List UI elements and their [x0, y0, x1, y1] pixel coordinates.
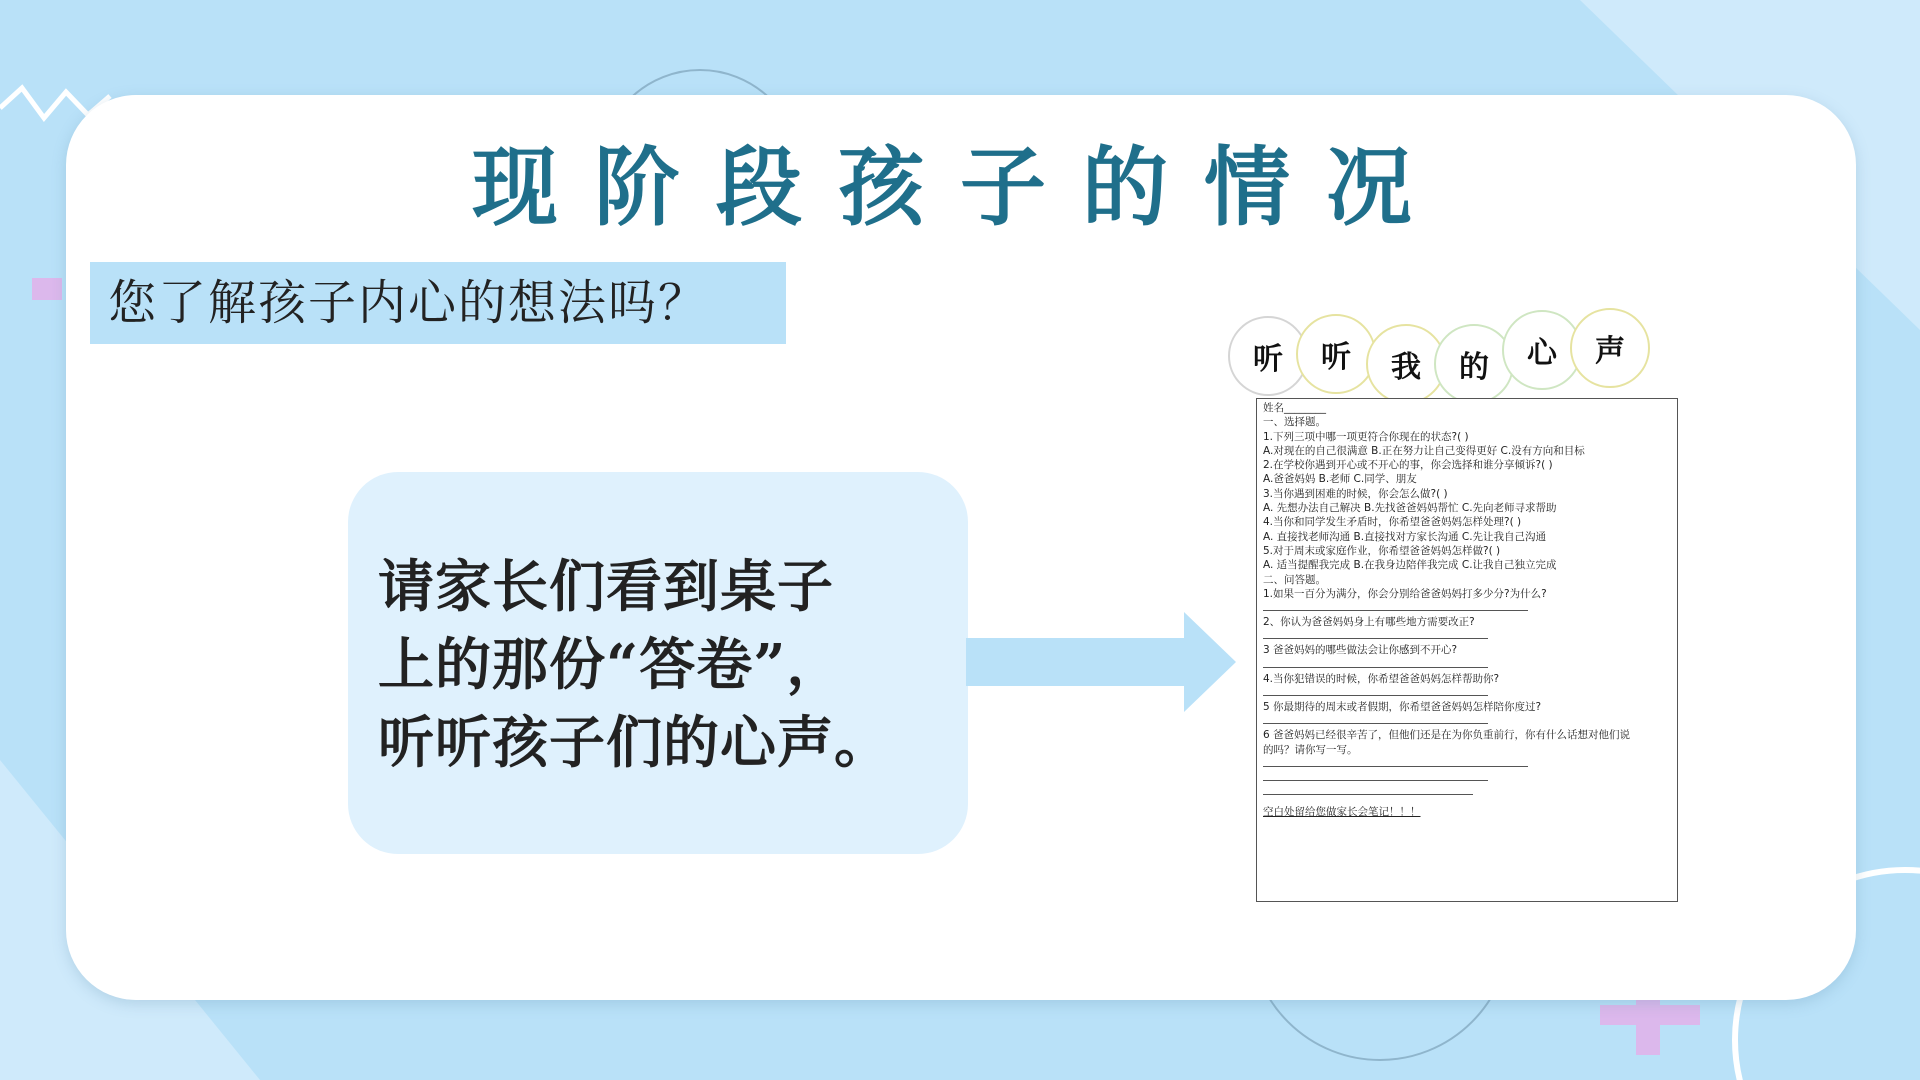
worksheet [1256, 398, 1678, 902]
answer-blank [1263, 629, 1488, 639]
answer-blank [1263, 686, 1488, 696]
worksheet-line: 二、问答题。 [1263, 573, 1326, 586]
heading-char: 听 [1296, 314, 1376, 394]
worksheet-question: 3 爸爸妈妈的哪些做法会让你感到不开心? [1263, 644, 1458, 657]
page-title: 现阶段孩子的情况 [472, 138, 1448, 238]
worksheet-question: 6 爸爸妈妈已经很辛苦了，但他们还是在为你负重前行，你有什么话想对他们说 [1263, 729, 1631, 742]
instruction-text: 请家长们看到桌子 上的那份“答卷”， 听听孩子们的心声。 [378, 554, 891, 776]
worksheet-line: 5.对于周末或家庭作业，你希望爸爸妈妈怎样做?( ) [1263, 544, 1501, 557]
answer-blank [1263, 658, 1488, 668]
question-banner: 您了解孩子内心的想法吗？ [90, 262, 786, 344]
heading-char: 声 [1570, 308, 1650, 388]
worksheet-line: 1.如果一百分为满分，你会分别给爸爸妈妈打多少分?为什么? [1263, 587, 1547, 600]
worksheet-line: A.对现在的自己很满意 B.正在努力让自己变得更好 C.没有方向和目标 [1263, 444, 1585, 457]
worksheet-heading [1228, 312, 1658, 412]
worksheet-line: A. 适当提醒我完成 B.在我身边陪伴我完成 C.让我自己独立完成 [1263, 559, 1557, 572]
worksheet-line: A. 先想办法自己解决 B.先找爸爸妈妈帮忙 C.先向老师寻求帮助 [1263, 502, 1557, 515]
worksheet-question: 的吗？请你写一写。 [1263, 743, 1358, 756]
arrow-right-icon [966, 612, 1236, 712]
answer-blank [1263, 785, 1473, 795]
heading-char: 听 [1228, 316, 1308, 396]
heading-char: 的 [1434, 324, 1514, 404]
worksheet-question: 4.当你犯错误的时候，你希望爸爸妈妈怎样帮助你? [1263, 672, 1500, 685]
answer-blank [1263, 771, 1488, 781]
worksheet-line: 1.下列三项中哪一项更符合你现在的状态?( ) [1263, 430, 1469, 443]
worksheet-line: 2.在学校你遇到开心或不开心的事，你会选择和谁分享倾诉?( ) [1263, 459, 1553, 472]
worksheet-note: 空白处留给您做家长会笔记！！！ [1263, 805, 1421, 818]
answer-blank [1263, 601, 1528, 611]
worksheet-question: 2、你认为爸爸妈妈身上有哪些地方需要改正? [1263, 616, 1475, 629]
worksheet-line: 4.当你和同学发生矛盾时，你希望爸爸妈妈怎样处理?( ) [1263, 516, 1522, 529]
worksheet-line: 一、选择题。 [1263, 416, 1326, 429]
worksheet-line: A.爸爸妈妈 B.老师 C.同学、朋友 [1263, 473, 1417, 486]
heading-char: 我 [1366, 324, 1446, 404]
answer-blank [1263, 757, 1528, 767]
heading-char: 心 [1502, 310, 1582, 390]
worksheet-question: 5 你最期待的周末或者假期，你希望爸爸妈妈怎样陪你度过? [1263, 701, 1542, 714]
worksheet-line: 姓名________ [1263, 402, 1326, 414]
answer-blank [1263, 714, 1488, 724]
worksheet-line: 3.当你遇到困难的时候，你会怎么做?( ) [1263, 487, 1448, 500]
worksheet-line: A. 直接找老师沟通 B.直接找对方家长沟通 C.先让我自己沟通 [1263, 530, 1547, 543]
